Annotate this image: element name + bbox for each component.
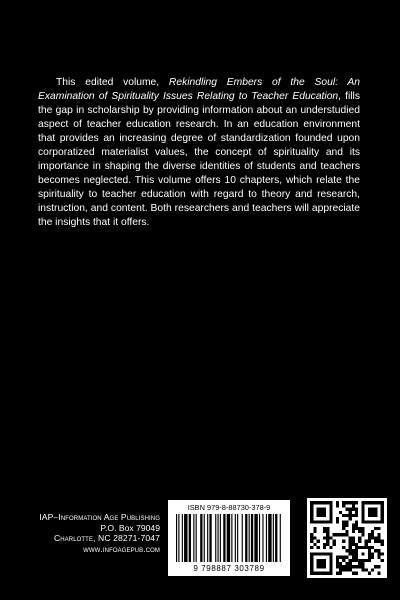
cover-blurb <box>38 76 360 230</box>
qr-code-icon <box>307 498 387 578</box>
book-title: Rekindling Embers of the Soul: An Examination of Spirituality Issues Relating to Teacher Education <box>38 77 360 102</box>
blurb-intro: This edited volume, <box>56 77 169 88</box>
publisher-info <box>18 512 160 554</box>
isbn-label: ISBN 979-8-88730-378-9 <box>187 503 271 512</box>
isbn-barcode <box>168 500 290 576</box>
barcode-icon <box>174 514 284 564</box>
blurb-body: , fills the gap in scholarship by providing information about an understudied aspect of teacher education research. In an education environment that provides an increasing degree of standardization founded upon corporatized materialist values, the concept of spirituality and its importance in shaping the diverse identities of students and teachers becomes neglected. This volume offers 10 chapters, which relate the spirituality to teacher education with regard to theory and research, instruction, and content. Both researchers and teachers will appreciate the insights that it offers. <box>38 91 360 228</box>
ean-digits: 9 798887 303789 <box>193 564 265 573</box>
publisher-city: Charlotte, NC 28271-7047 <box>53 533 160 544</box>
publisher-name: IAP–Information Age Publishing <box>39 512 160 522</box>
publisher-website: www.infoagepub.com <box>83 543 160 554</box>
publisher-po-box: P.O. Box 79049 <box>100 522 160 533</box>
